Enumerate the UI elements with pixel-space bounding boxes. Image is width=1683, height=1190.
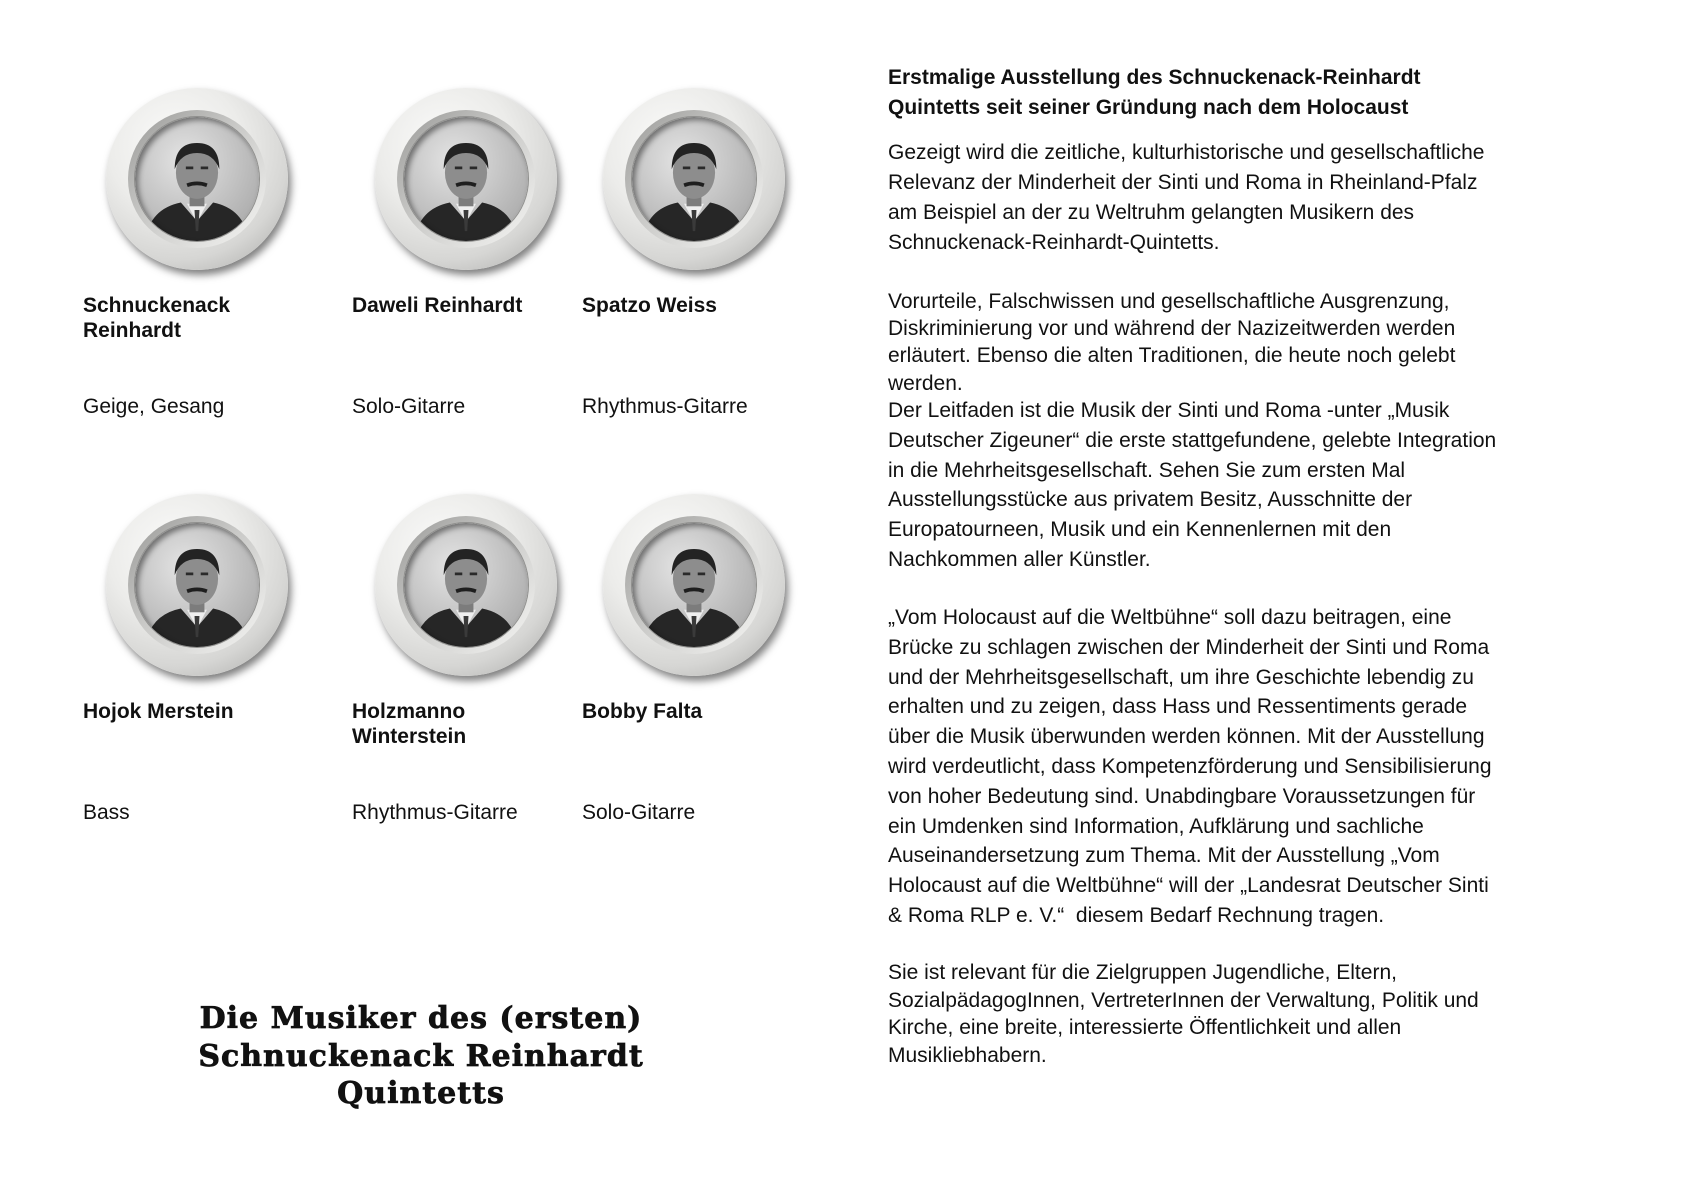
- text-line: Vorurteile, Falschwissen und gesellschaftliche Ausgrenzung,: [888, 290, 1450, 313]
- portrait-image: [135, 523, 259, 647]
- portrait-photo: [135, 523, 259, 647]
- text-line: ein Umdenken sind Information, Aufklärung und sachliche: [888, 814, 1424, 838]
- text-line: Der Leitfaden ist die Musik der Sinti und Roma -unter „Musik: [888, 399, 1450, 422]
- text-line: Gezeigt wird die zeitliche, kulturhistorische und gesellschaftliche: [888, 141, 1485, 164]
- musician-card: [83, 494, 323, 834]
- musician-instrument: Solo-Gitarre: [582, 801, 696, 824]
- portrait-frame: [106, 88, 288, 270]
- musician-instrument: Geige, Gesang: [83, 395, 225, 418]
- text-line: Schnuckenack-Reinhardt-Quintetts.: [888, 231, 1220, 254]
- heading-line: Erstmalige Ausstellung des Schnuckenack-Reinhardt: [888, 66, 1421, 89]
- text-line: Deutscher Zigeuner“ die erste stattgefundene, gelebte Integration: [888, 428, 1497, 452]
- article-heading: [888, 63, 1668, 123]
- section-title-line: Die Musiker des (ersten): [199, 1001, 643, 1036]
- portrait-photo: [632, 523, 756, 647]
- text-line: & Roma RLP e. V.“ diesem Bedarf Rechnung tragen.: [888, 903, 1385, 927]
- text-line: wird verdeutlicht, dass Kompetenzförderung und Sensibilisierung: [888, 754, 1492, 778]
- musician-card: [352, 88, 592, 428]
- musician-name: Daweli Reinhardt: [352, 294, 523, 317]
- text-line: Nachkommen aller Künstler.: [888, 547, 1151, 571]
- paragraph: [888, 959, 1668, 1069]
- musician-instrument: Rhythmus-Gitarre: [352, 801, 518, 824]
- portrait-frame: [603, 88, 785, 270]
- text-line: von hoher Bedeutung sind. Unabdingbare Voraussetzungen für: [888, 784, 1476, 808]
- musician-name: Hojok Merstein: [83, 700, 234, 723]
- portrait-photo: [404, 523, 528, 647]
- text-line: am Beispiel an der zu Weltruhm gelangten Musikern des: [888, 201, 1415, 224]
- musician-card: [83, 88, 323, 428]
- text-line: Sie ist relevant für die Zielgruppen Jugendliche, Eltern,: [888, 961, 1397, 984]
- section-title-line: Schnuckenack Reinhardt: [198, 1038, 644, 1074]
- text-line: erhalten und zu zeigen, dass Hass und Ressentiments gerade: [888, 695, 1468, 719]
- text-line: Holocaust auf die Weltbühne“ will der „Landesrat Deutscher Sinti: [888, 874, 1489, 898]
- paragraph: [888, 603, 1668, 931]
- portrait-frame: [106, 494, 288, 676]
- text-line: Relevanz der Minderheit der Sinti und Roma in Rheinland-Pfalz: [888, 171, 1478, 194]
- musician-name: Holzmanno Winterstein: [352, 700, 467, 748]
- article: [888, 0, 1668, 1190]
- text-line: Diskriminierung vor und während der Nazizeitwerden werden: [888, 317, 1456, 341]
- portrait-image: [632, 523, 756, 647]
- portrait-image: [404, 117, 528, 241]
- portrait-frame: [375, 494, 557, 676]
- text-line: Auseinandersetzung zum Thema. Mit der Ausstellung „Vom: [888, 844, 1440, 868]
- text-line: Brücke zu schlagen zwischen der Minderheit der Sinti und Roma: [888, 635, 1490, 659]
- text-line: Kirche, eine breite, interessierte Öffentlichkeit und allen: [888, 1016, 1402, 1039]
- paragraph: [888, 138, 1668, 258]
- portrait-frame: [375, 88, 557, 270]
- text-line: und der Mehrheitsgesellschaft, um ihre Geschichte lebendig zu: [888, 665, 1474, 689]
- portrait-photo: [632, 117, 756, 241]
- section-title-line: Quintetts: [337, 1076, 505, 1111]
- musician-card: [582, 88, 822, 428]
- heading-line: Quintetts seit seiner Gründung nach dem Holocaust: [888, 96, 1409, 119]
- text-line: in die Mehrheitsgesellschaft. Sehen Sie zum ersten Mal: [888, 458, 1406, 482]
- text-line: erläutert. Ebenso die alten Traditionen, die heute noch gelebt: [888, 344, 1456, 368]
- portrait-photo: [404, 117, 528, 241]
- musician-name: Schnuckenack Reinhardt: [83, 294, 231, 342]
- paragraph: [888, 288, 1668, 397]
- musician-card: [582, 494, 822, 834]
- section-title: [121, 1000, 721, 1113]
- musician-name: Bobby Falta: [582, 700, 703, 723]
- portrait-image: [135, 117, 259, 241]
- portrait-image: [632, 117, 756, 241]
- portrait-frame: [603, 494, 785, 676]
- portrait-photo: [135, 117, 259, 241]
- musician-instrument: Solo-Gitarre: [352, 395, 466, 418]
- musician-instrument: Rhythmus-Gitarre: [582, 395, 748, 418]
- text-line: „Vom Holocaust auf die Weltbühne“ soll dazu beitragen, eine: [888, 606, 1452, 629]
- musician-instrument: Bass: [83, 801, 130, 824]
- paragraph: [888, 396, 1668, 575]
- text-line: Musikliebhabern.: [888, 1043, 1047, 1067]
- musician-name: Spatzo Weiss: [582, 294, 717, 317]
- text-line: werden.: [888, 371, 963, 395]
- portrait-image: [404, 523, 528, 647]
- text-line: Ausstellungsstücke aus privatem Besitz, Ausschnitte der: [888, 488, 1413, 512]
- musician-card: [352, 494, 592, 834]
- text-line: Europatourneen, Musik und ein Kennenlernen mit den: [888, 518, 1392, 542]
- text-line: SozialpädagogInnen, VertreterInnen der Verwaltung, Politik und: [888, 988, 1479, 1012]
- text-line: über die Musik überwunden werden können. Mit der Ausstellung: [888, 725, 1485, 749]
